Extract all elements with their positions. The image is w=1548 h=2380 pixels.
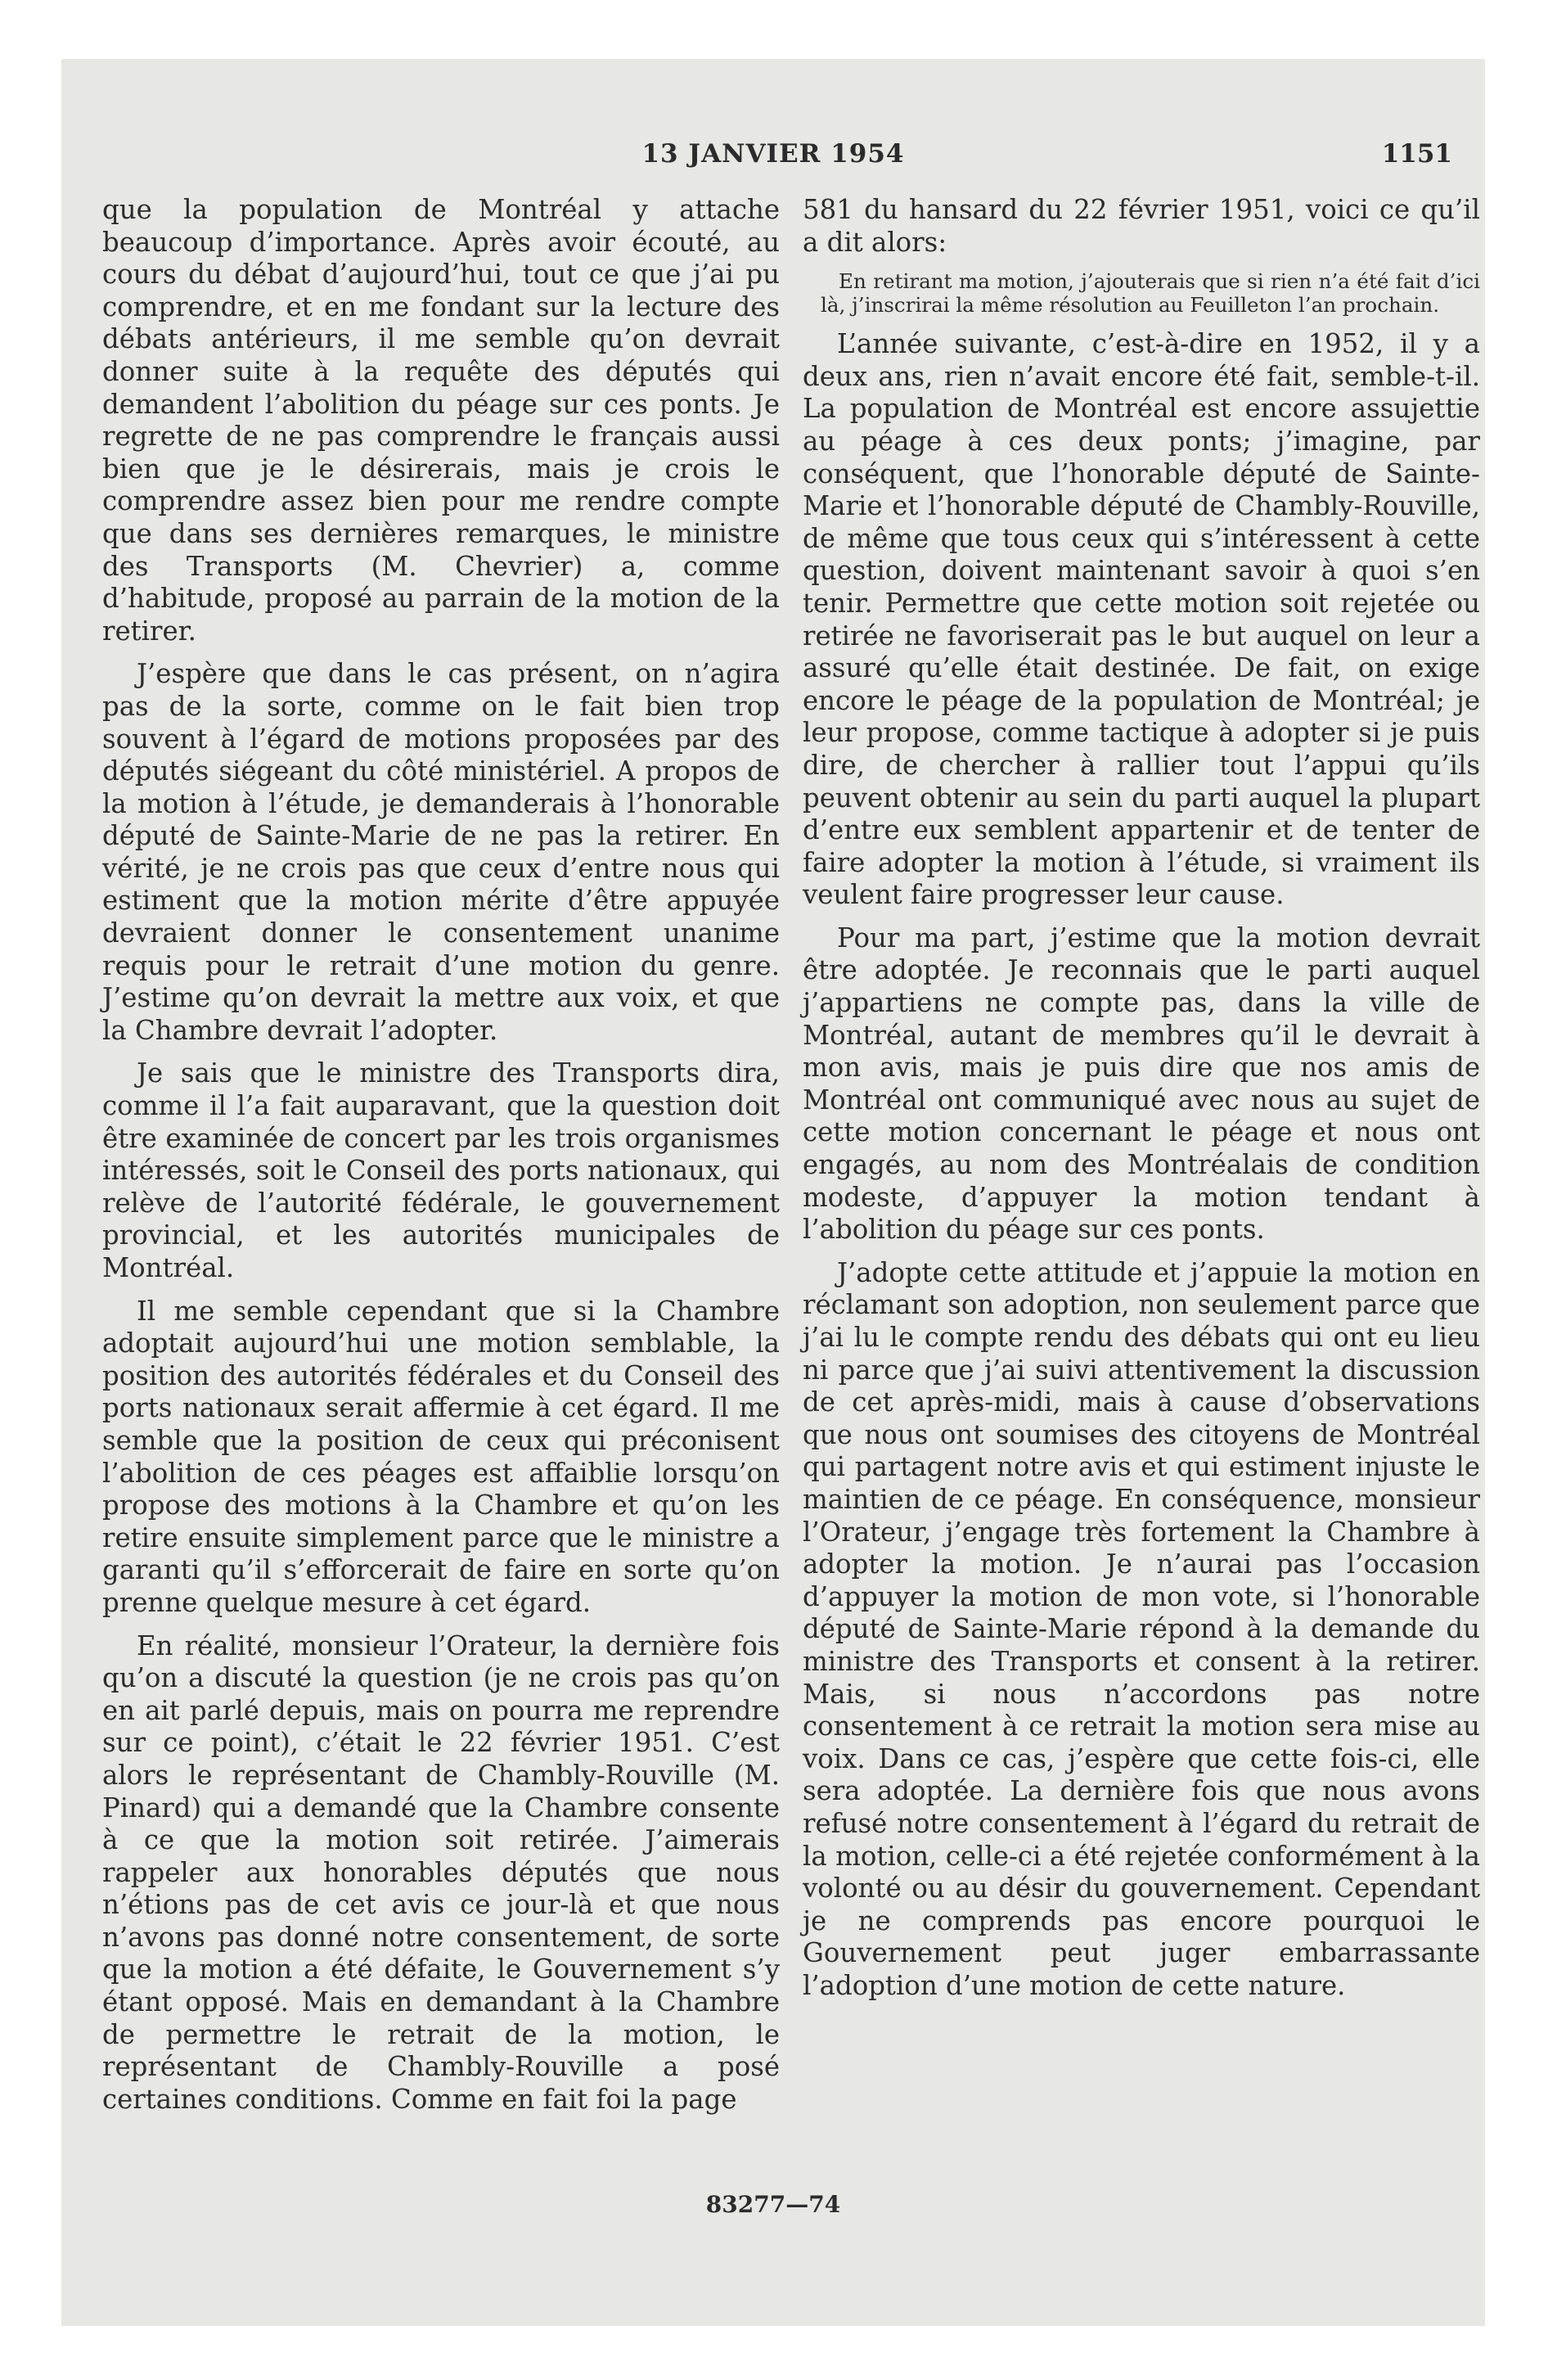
- paragraph: J’espère que dans le cas présent, on n’agira pas de la sorte, comme on le fait bien trop souvent à l’égard de motions proposées par des députés siégeant du côté ministériel. A propos de la motion à l’étude, je demanderais à l’honorable député de Sainte-Marie de ne pas la retirer. En vérité, je ne crois pas que ceux d’entre nous qui estiment que la motion mérite d’être appuyée devraient donner le consentement unanime requis pour le retrait d’une motion du genre. J’estime qu’on devrait la mettre aux voix, et que la Chambre devrait l’adopter.: [102, 658, 780, 1046]
- paragraph: Pour ma part, j’estime que la motion devrait être adoptée. Je reconnais que le parti auquel j’appartiens ne compte pas, dans la ville de Montréal, autant de membres qu’il le devrait à mon avis, mais je puis dire que nos amis de Montréal ont communiqué avec nous au sujet de cette motion concernant le péage et nous ont engagés, au nom des Montréalais de condition modeste, d’appuyer la motion tendant à l’abolition du péage sur ces ponts.: [803, 922, 1480, 1246]
- paragraph: Il me semble cependant que si la Chambre adoptait aujourd’hui une motion semblable, la position des autorités fédérales et du Conseil des ports nationaux serait affermie à cet égard. Il me semble que la position de ceux qui préconisent l’abolition de ces péages est affaiblie lorsqu’on propose des motions à la Chambre et qu’on les retire ensuite simplement parce que le ministre a garanti qu’il s’efforcerait de faire en sorte qu’on prenne quelque mesure à cet égard.: [102, 1295, 780, 1618]
- left-column: [102, 194, 780, 2126]
- paragraph: que la population de Montréal y attache beaucoup d’importance. Après avoir écouté, au cours du débat d’aujourd’hui, tout ce que j’ai pu comprendre, et en me fondant sur la lecture des débats antérieurs, il me semble qu’on devrait donner suite à la requête des députés qui demandent l’abolition du péage sur ces ponts. Je regrette de ne pas comprendre le français aussi bien que je le désirerais, mais je crois le comprendre assez bien pour me rendre compte que dans ses dernières remarques, le ministre des Transports (M. Chevrier) a, comme d’habitude, proposé au parrain de la motion de la retirer.: [102, 194, 780, 647]
- block-quote: En retirant ma motion, j’ajouterais que si rien n’a été fait d’ici là, j’inscrirai la même résolution au Feuilleton l’an prochain.: [821, 269, 1480, 318]
- paragraph: J’adopte cette attitude et j’appuie la motion en réclamant son adoption, non seulement parce que j’ai lu le compte rendu des débats qui ont eu lieu ni parce que j’ai suivi attentivement la discussion de cet après-midi, mais à cause d’observations que nous ont soumises des citoyens de Montréal qui partagent notre avis et qui estiment injuste le maintien de ce péage. En conséquence, monsieur l’Orateur, j’engage très fortement la Chambre à adopter la motion. Je n’aurai pas l’occasion d’appuyer la motion de mon vote, si l’honorable député de Sainte-Marie répond à la demande du ministre des Transports et consent à la retirer. Mais, si nous n’accordons pas notre consentement à ce retrait la motion sera mise au voix. Dans ce cas, j’espère que cette fois-ci, elle sera adoptée. La dernière fois que nous avons refusé notre consentement à l’égard du retrait de la motion, celle-ci a été rejetée conformément à la volonté ou au désir du gouvernement. Cependant je ne comprends pas encore pourquoi le Gouvernement peut juger embarrassante l’adoption d’une motion de cette nature.: [803, 1256, 1480, 2001]
- header-date: 13 JANVIER 1954: [641, 139, 905, 169]
- paragraph: En réalité, monsieur l’Orateur, la dernière fois qu’on a discuté la question (je ne crois pas qu’on en ait parlé depuis, mais on pourra me reprendre sur ce point), c’était le 22 février 1951. C’est alors le représentant de Chambly-Rouville (M. Pinard) qui a demandé que la Chambre consente à ce que la motion soit retirée. J’aimerais rappeler aux honorables députés que nous n’étions pas de cet avis ce jour-là et que nous n’avons pas donné notre consentement, de sorte que la motion a été défaite, le Gouvernement s’y étant opposé. Mais en demandant à la Chambre de permettre le retrait de la motion, le représentant de Chambly-Rouville a posé certaines conditions. Comme en fait foi la page: [102, 1629, 780, 2115]
- paragraph: 581 du hansard du 22 février 1951, voici ce qu’il a dit alors:: [803, 194, 1480, 258]
- page-header: [61, 139, 1485, 188]
- page-sheet: [61, 59, 1485, 2326]
- footer-code: 83277—74: [705, 2191, 841, 2218]
- paragraph: Je sais que le ministre des Transports dira, comme il l’a fait auparavant, que la question doit être examinée de concert par les trois organismes intéressés, soit le Conseil des ports nationaux, qui relève de l’autorité fédérale, le gouvernement provincial, et les autorités municipales de Montréal.: [102, 1057, 780, 1283]
- paragraph: L’année suivante, c’est-à-dire en 1952, il y a deux ans, rien n’avait encore été fait, semble-t-il. La population de Montréal est encore assujettie au péage à ces deux ponts; j’imagine, par conséquent, que l’honorable député de Sainte-Marie et l’honorable député de Chambly-Rouville, de même que tous ceux qui s’intéressent à cette question, doivent maintenant savoir à quoi s’en tenir. Permettre que cette motion soit rejetée ou retirée ne favoriserait pas le but auquel on leur a assuré qu’elle était destinée. De fait, on exige encore le péage de la population de Montréal; je leur propose, comme tactique à adopter si je puis dire, de chercher à rallier tout l’appui qu’ils peuvent obtenir au sein du parti auquel la plupart d’entre eux semblent appartenir et de tenter de faire adopter la motion à l’étude, si vraiment ils veulent faire progresser leur cause.: [803, 328, 1480, 911]
- right-column: [803, 194, 1480, 2013]
- page-number: 1151: [1381, 139, 1452, 169]
